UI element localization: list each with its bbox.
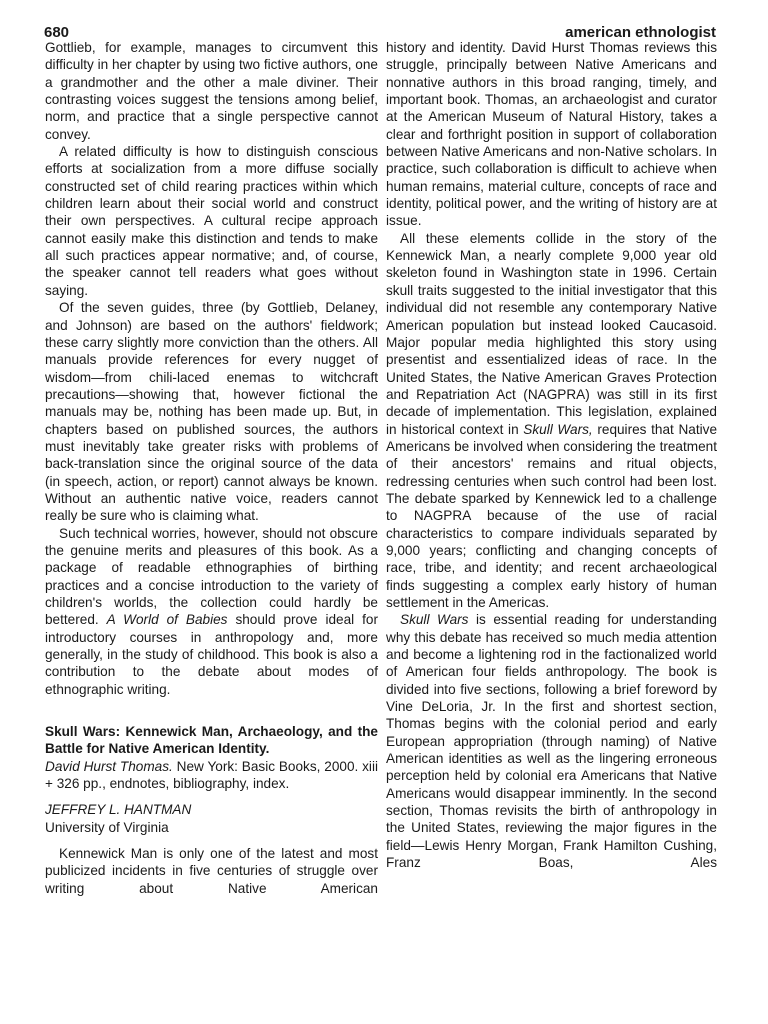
book-title-italic: Skull Wars [400, 612, 469, 628]
right-column [386, 39, 717, 872]
paragraph: A related difficulty is how to distinguish conscious efforts at socialization from a more diffuse socially constructed set of child rearing practices within which children learn about their social world and construct their own perspectives. A cultural recipe approach cannot easily make this distinction and tends to make all such practices appear normative; and, of course, the speaker cannot tell readers what goes without saying. [45, 144, 378, 298]
left-column [45, 39, 378, 897]
review-title: Skull Wars: Kennewick Man, Archaeology, and the Battle for Native American Identity. [45, 724, 378, 757]
citation [45, 758, 378, 793]
paragraph [386, 230, 717, 612]
text: should prove ideal for introductory courses in anthropology and, more generally, in the study of childhood. This book is also a contribution to the debate about modes of ethnographic writing. [45, 612, 378, 697]
text: is essential reading for understanding why this debate has received so much media attention and become a lightening rod in the factionalized world of American four fields anthropology. The book is divided into five sections, following a brief foreword by Vine DeLoria, Jr. In the first and shortest section, Thomas begins with the colonial period and early European appropriation (through naming) of Native American identities as well as the lingering erroneous perception held by colonial era Americans that Native Americans would disappear imminently. In the second section, Thomas revisits the birth of anthropology in the United States, reviewing the major figures in the field—Lewis Henry Morgan, Frank Hamilton Cushing, Franz Boas, Ales [386, 612, 717, 871]
paragraph: Gottlieb, for example, manages to circumvent this difficulty in her chapter by using two fictive authors, one a grandmother and the other a male diviner. Their contrasting voices suggest the tensions among belief, norm, and practice that a single perspective cannot convey. [45, 40, 378, 142]
reviewer-name [45, 801, 378, 818]
text: requires that Native Americans be involved when considering the treatment of their ancestors' remains and ritual objects, redressing centuries when such control had been lost. The debate sparked by Kennewick led to a challenge to NAGPRA because of the use of racial characteristics to compare individuals separated by 9,000 years; conflicting and changing concepts of race, tribe, and identity; and recent archaeological finds suggesting a complex early history of human settlement in the Americas. [386, 421, 718, 610]
book-title-italic: A World of Babies [106, 612, 228, 628]
reviewer-affiliation: University of Virginia [45, 819, 169, 835]
paragraph: Of the seven guides, three (by Gottlieb, Delaney, and Johnson) are based on the authors' fieldwork; these carry slightly more conviction than the others. All manuals provide references for every nugget of wisdom—from chili-laced enemas to witchcraft precautions—showing that, however fictional the manuals may be, nothing has been made up. But, in chapters based on published sources, the authors must inevitably take greater risks with problems of back-translation since the original source of the data (in speech, action, or report) cannot always be known. Without an authentic native voice, readers cannot really be sure who is claiming what. [45, 300, 378, 524]
journal-title: american ethnologist [565, 24, 716, 41]
paragraph [386, 611, 717, 871]
paragraph: Kennewick Man is only one of the latest and most publicized incidents in five centuries of struggle over writing about Native American [45, 846, 378, 896]
publication-info: New York: Basic Books, 2000. xiii + 326 pp., endnotes, bibliography, index. [45, 758, 378, 792]
page-number: 680 [44, 24, 70, 41]
text: All these elements collide in the story of the Kennewick Man, a nearly complete 9,000 year old skeleton found in Washington state in 1996. Certain skull traits suggested to the initial investigator that this individual did not resemble any contemporary Native American population but instead looked Caucasoid. Major popular media highlighted this story using presentist and essentialized ideas of race. In the United States, the Native American Graves Protection and Repatriation Act (NAGPRA) was still in its first decade of implementation. This legislation, explained in historical context in [386, 230, 717, 437]
paragraph [45, 525, 378, 698]
reviewer-name-text: JEFFREY L. HANTMAN [45, 802, 192, 818]
book-title-italic: Skull Wars, [523, 421, 593, 437]
book-author: David Hurst Thomas. [45, 758, 173, 774]
paragraph: history and identity. David Hurst Thomas reviews this struggle, principally between Native Americans and nonnative authors in this broad ranging, timely, and important book. Thomas, an archaeologist and curator at the American Museum of Natural History, takes a clear and forthright position in support of collaboration between Native Americans and non-Native scholars. In practice, such collaboration is difficult to achieve when human remains, material culture, concepts of race and identity, political power, and the writing of history are at issue. [386, 40, 717, 229]
text: Such technical worries, however, should not obscure the genuine merits and pleasures of this book. As a package of readable ethnographies of birthing practices and a concise introduction to the variety of children's worlds, the collection could hardly be bettered. [45, 525, 378, 628]
